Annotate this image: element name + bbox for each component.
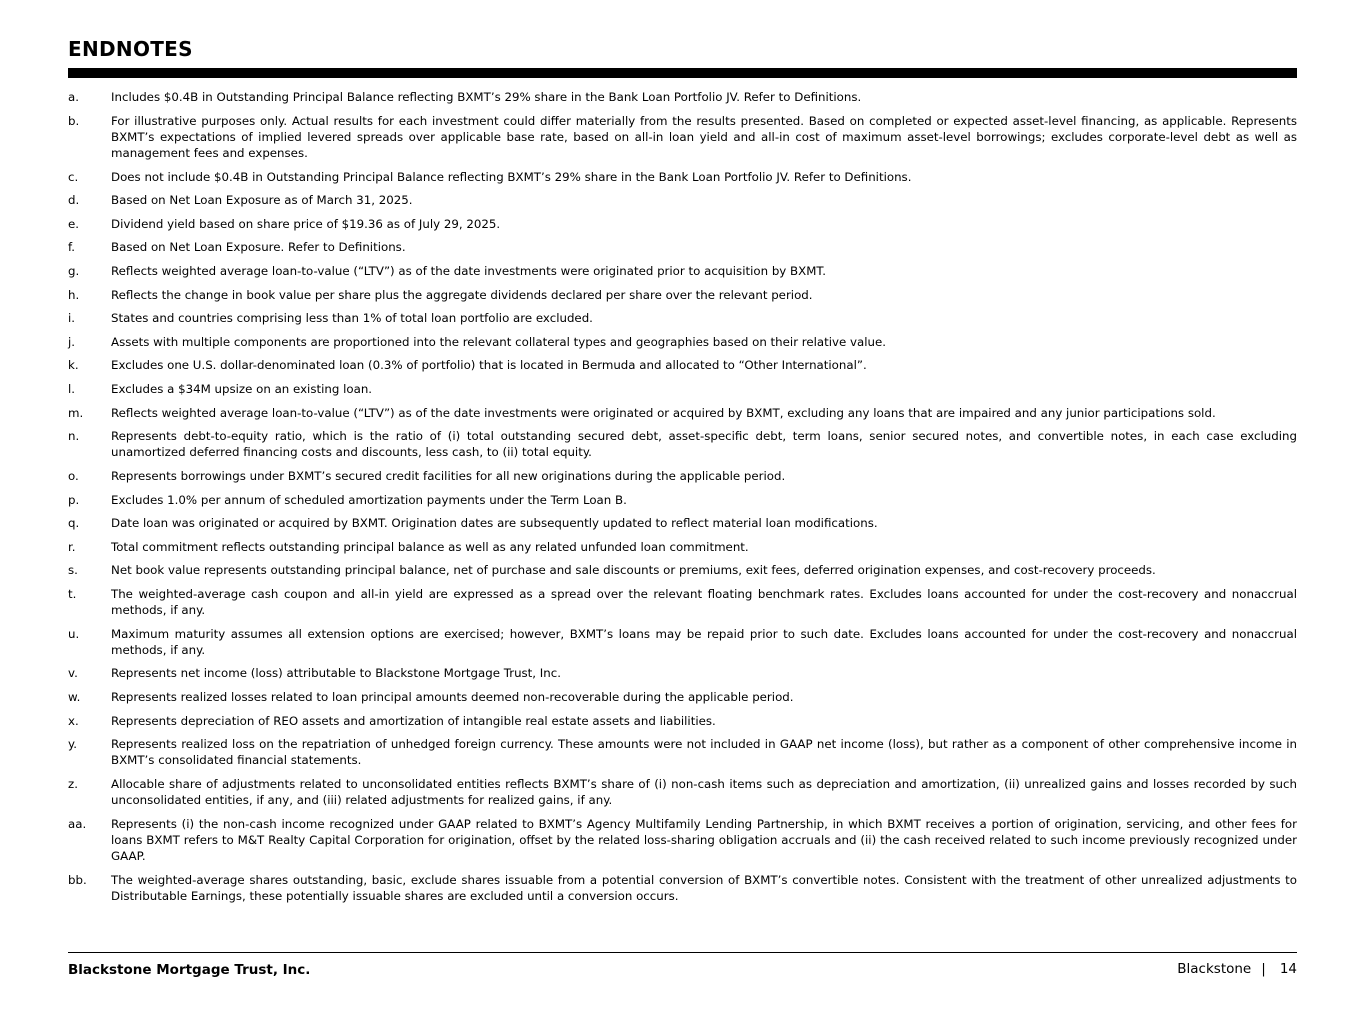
endnote-letter: bb. bbox=[68, 872, 87, 887]
endnote-letter: b. bbox=[68, 113, 80, 128]
endnote-letter: l. bbox=[68, 381, 76, 396]
endnote-text: Excludes a $34M upsize on an existing loan. bbox=[111, 381, 373, 396]
endnote-item bbox=[68, 192, 1297, 208]
endnote-letter: m. bbox=[68, 405, 84, 420]
endnote-text: Based on Net Loan Exposure. Refer to Definitions. bbox=[111, 240, 406, 255]
endnote-text: Assets with multiple components are proportioned into the relevant collateral types and geographies based on their relative value. bbox=[111, 334, 887, 349]
footer-company-name: Blackstone Mortgage Trust, Inc. bbox=[68, 962, 311, 978]
endnote-letter: r. bbox=[68, 539, 76, 554]
endnote-text: Dividend yield based on share price of $19.36 as of July 29, 2025. bbox=[111, 216, 501, 231]
endnote-text: Represents net income (loss) attributable to Blackstone Mortgage Trust, Inc. bbox=[111, 666, 562, 681]
endnote-item bbox=[68, 562, 1297, 578]
endnote-text: For illustrative purposes only. Actual results for each investment could differ materially from the results presented. Based on completed or expected asset-level financing, as applicable. Represents BXMT’s expectations of implied levered spreads over applicable base rate, based on all-in loan yield and all-in cost of maximum asset-level borrowings; excludes corporate-level debt as well as management fees and expenses. bbox=[111, 113, 1297, 160]
endnote-letter: k. bbox=[68, 358, 79, 373]
endnote-item bbox=[68, 89, 1297, 105]
endnote-text: Date loan was originated or acquired by BXMT. Origination dates are subsequently updated to reflect material loan modifications. bbox=[111, 516, 878, 531]
endnote-item bbox=[68, 287, 1297, 303]
endnote-item bbox=[68, 816, 1297, 865]
endnote-item bbox=[68, 736, 1297, 768]
endnote-letter: a. bbox=[68, 90, 79, 104]
endnote-letter: j. bbox=[68, 334, 76, 349]
endnote-letter: y. bbox=[68, 737, 78, 752]
endnote-letter: x. bbox=[68, 713, 79, 728]
endnote-text: Represents realized losses related to loan principal amounts deemed non-recoverable during the applicable period. bbox=[111, 690, 794, 705]
endnote-letter: n. bbox=[68, 429, 80, 444]
endnote-text: Maximum maturity assumes all extension options are exercised; however, BXMT’s loans may be repaid prior to such date. Excludes loans accounted for under the cost-recovery and nonaccrual methods, if any. bbox=[111, 626, 1297, 657]
endnote-letter: w. bbox=[68, 690, 81, 705]
endnote-item bbox=[68, 713, 1297, 729]
endnote-text: States and countries comprising less than 1% of total loan portfolio are excluded. bbox=[111, 311, 593, 326]
endnote-letter: u. bbox=[68, 626, 80, 641]
endnote-letter: i. bbox=[68, 311, 76, 326]
endnote-letter: q. bbox=[68, 516, 80, 531]
endnote-text: Represents depreciation of REO assets and amortization of intangible real estate assets and liabilities. bbox=[111, 713, 716, 728]
endnote-item bbox=[68, 492, 1297, 508]
endnote-letter: p. bbox=[68, 492, 80, 507]
endnote-item bbox=[68, 334, 1297, 350]
endnote-text: Reflects weighted average loan-to-value (“LTV”) as of the date investments were originated or acquired by BXMT, excluding any loans that are impaired and any junior participations sold. bbox=[111, 405, 1216, 420]
endnote-item bbox=[68, 169, 1297, 185]
endnote-text: Represents debt-to-equity ratio, which is the ratio of (i) total outstanding secured debt, asset-specific debt, term loans, senior secured notes, and convertible notes, in each case excluding unamortized deferred financing costs and discounts, less cash, to (ii) total equity. bbox=[111, 429, 1297, 460]
endnote-letter: h. bbox=[68, 287, 80, 302]
endnote-item bbox=[68, 428, 1297, 460]
endnote-item bbox=[68, 239, 1297, 255]
endnote-letter: z. bbox=[68, 777, 78, 792]
endnote-item bbox=[68, 405, 1297, 421]
endnote-text: Represents (i) the non-cash income recognized under GAAP related to BXMT’s Agency Multifamily Lending Partnership, in which BXMT receives a portion of origination, servicing, and other fees for loans BXMT refers to M&T Realty Capital Corporation for origination, offset by the related loss-sharing obligation accruals and (ii) the cash received related to such income previously recognized under GAAP. bbox=[111, 816, 1297, 864]
page-number: 14 bbox=[1279, 961, 1297, 977]
footer-brand: Blackstone bbox=[1177, 961, 1252, 977]
endnote-text: Excludes 1.0% per annum of scheduled amortization payments under the Term Loan B. bbox=[111, 492, 627, 507]
endnote-item bbox=[68, 357, 1297, 373]
endnote-item bbox=[68, 310, 1297, 326]
endnote-item bbox=[68, 263, 1297, 279]
endnote-letter: g. bbox=[68, 263, 80, 278]
endnote-text: Reflects weighted average loan-to-value (“LTV”) as of the date investments were originated prior to acquisition by BXMT. bbox=[111, 263, 826, 278]
endnote-text: Represents borrowings under BXMT’s secured credit facilities for all new originations during the applicable period. bbox=[111, 468, 786, 483]
endnote-item bbox=[68, 381, 1297, 397]
endnote-item bbox=[68, 586, 1297, 618]
endnote-text: Represents realized loss on the repatriation of unhedged foreign currency. These amounts were not included in GAAP net income (loss), but rather as a component of other comprehensive income in BXMT’s consolidated financial statements. bbox=[111, 737, 1297, 768]
endnote-item bbox=[68, 626, 1297, 658]
endnote-item bbox=[68, 689, 1297, 705]
endnote-text: The weighted-average shares outstanding, basic, exclude shares issuable from a potential conversion of BXMT’s convertible notes. Consistent with the treatment of other unrealized adjustments to Distributable Earnings, these potentially issuable shares are excluded until a conversion occurs. bbox=[111, 872, 1297, 904]
endnote-text: Total commitment reflects outstanding principal balance as well as any related unfunded loan commitment. bbox=[111, 539, 749, 554]
footer-separator: | bbox=[1261, 961, 1266, 977]
endnote-letter: c. bbox=[68, 169, 79, 184]
endnote-text: Reflects the change in book value per share plus the aggregate dividends declared per share over the relevant period. bbox=[111, 287, 813, 302]
title-rule bbox=[68, 68, 1297, 78]
endnote-letter: v. bbox=[68, 666, 78, 681]
page-title: ENDNOTES bbox=[68, 37, 193, 61]
endnote-letter: t. bbox=[68, 586, 77, 601]
endnote-item bbox=[68, 872, 1297, 904]
endnote-item bbox=[68, 665, 1297, 681]
endnote-item bbox=[68, 776, 1297, 808]
endnote-text: Does not include $0.4B in Outstanding Principal Balance reflecting BXMT’s 29% share in the Bank Loan Portfolio JV. Refer to Definitions. bbox=[111, 169, 912, 184]
endnote-letter: o. bbox=[68, 468, 79, 483]
endnote-text: Excludes one U.S. dollar-denominated loan (0.3% of portfolio) that is located in Bermuda and allocated to “Other International”. bbox=[111, 358, 867, 373]
endnote-item bbox=[68, 113, 1297, 162]
endnote-letter: s. bbox=[68, 563, 78, 578]
endnote-text: Net book value represents outstanding principal balance, net of purchase and sale discounts or premiums, exit fees, deferred origination expenses, and cost-recovery proceeds. bbox=[111, 563, 1156, 578]
endnotes-list bbox=[68, 89, 1297, 912]
endnote-letter: e. bbox=[68, 216, 80, 231]
endnote-item bbox=[68, 216, 1297, 232]
endnote-item bbox=[68, 539, 1297, 555]
footer-rule bbox=[68, 952, 1297, 953]
endnote-letter: d. bbox=[68, 193, 80, 208]
endnote-text: Allocable share of adjustments related to unconsolidated entities reflects BXMT’s share of (i) non-cash items such as depreciation and amortization, (ii) unrealized gains and losses recorded by such unconsolidated entities, if any, and (iii) related adjustments for realized gains, if any. bbox=[111, 777, 1297, 808]
endnote-letter: f. bbox=[68, 240, 76, 255]
endnote-text: Includes $0.4B in Outstanding Principal Balance reflecting BXMT’s 29% share in the Bank Loan Portfolio JV. Refer to Definitions. bbox=[111, 90, 862, 104]
endnote-letter: aa. bbox=[68, 816, 87, 831]
endnote-text: The weighted-average cash coupon and all-in yield are expressed as a spread over the relevant floating benchmark rates. Excludes loans accounted for under the cost-recovery and nonaccrual methods, if any. bbox=[111, 586, 1297, 618]
endnote-text: Based on Net Loan Exposure as of March 31, 2025. bbox=[111, 193, 413, 208]
endnote-item bbox=[68, 515, 1297, 531]
endnote-item bbox=[68, 468, 1297, 484]
footer-page-info bbox=[1177, 961, 1297, 977]
